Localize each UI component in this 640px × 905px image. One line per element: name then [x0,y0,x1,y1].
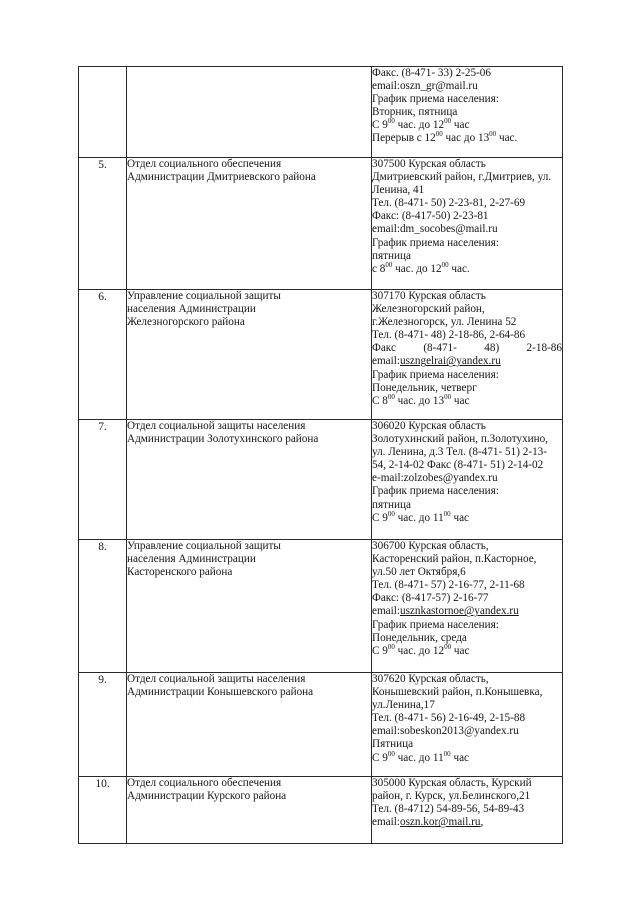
row-number: 8. [79,540,127,673]
table-row [79,420,563,540]
email-link[interactable]: uszngelrai@yandex.ru [399,355,501,368]
contact-info [372,67,563,158]
table-row [79,673,563,777]
schedule-hours: С $9^{00}$ час. до $11^{00}$ час [372,509,470,524]
contact-info: 307500 Курская область Дмитриевский район, г.Дмитриев, ул. Ленина, 41 Тел. (8-471- 50) 2-23-81, 2-27-69 Факс: (8-417-50) 2-23-81 email:dm_socobes@mail.ru График приема населения: пятница с $8^{00}$ час. до $12^{00}$ час. [372,158,563,290]
row-number: 6. [79,290,127,420]
schedule-heading: График приема населения: [372,236,499,249]
contact-info: 307620 Курская область, Конышевский район, п.Конышевка, ул.Ленина,17 Тел. (8-471- 56) 2-16-49, 2-15-88 email:sobeskon2013@yandex.ru Пятница С $9^{00}$ час. до $11^{00}$ час [372,673,563,777]
schedule-hours: с $8^{00}$ час. до $12^{00}$ час. [372,260,470,275]
schedule-heading: График приема населения: [372,93,499,106]
contact-info: 305000 Курская область, Курский район, г. Курск, ул.Белинского,21 Тел. (8-4712) 54-89-56, 54-89-43 email:oszn.kor@mail.ru, [372,777,563,844]
email-line: email:dm_socobes@mail.ru [372,223,498,236]
schedule-heading: График приема населения: [372,368,499,381]
schedule-heading: График приема населения: [372,618,499,631]
email-line: email:sobeskon2013@yandex.ru [372,725,519,738]
schedule-days: Понедельник, четверг [372,381,477,394]
organization-name: Управление социальной защиты населения Администрации Касторенского района [127,540,372,673]
row-number: 7. [79,420,127,540]
email-line: e-mail:zolzobes@yandex.ru [372,472,498,485]
schedule-days: пятница [372,249,411,262]
contact-info: 307170 Курская область Железногорский район, г.Железногорск, ул. Ленина 52 Тел. (8-471- 48) 2-18-86, 2-64-86 Факс (8-471- 48) 2-18-86 email:uszngelrai@yandex.ru График приема населения: Понедельник, четверг С $8^{00}$ час. до $13^{00}$ час [372,290,563,420]
organization-name [127,67,372,158]
email-line: email:usznkastornoe@yandex.ru [372,605,519,618]
schedule-days: пятница [372,498,411,511]
schedule-heading: График приема населения: [372,485,499,498]
schedule-days: Вторник, пятница [372,106,458,119]
email-link[interactable]: oszn.kor@mail.ru [399,816,481,829]
email-line: email:oszn.kor@mail.ru, [372,816,484,829]
schedule-hours: С $9^{00}$ час. до $11^{00}$ час [372,749,470,764]
schedule-hours: С $8^{00}$ час. до $13^{00}$ час [372,392,470,407]
fax-line: Факс (8-471- 48) 2-18-86 [372,342,562,355]
schedule-hours: С $9^{00}$ час. до $12^{00}$ час [372,117,470,132]
row-number [79,67,127,158]
organization-name: Отдел социального обеспечения Администрации Дмитриевского района [127,158,372,290]
schedule-days: Понедельник, среда [372,631,467,644]
organization-name: Отдел социального обеспечения Администрации Курского района [127,777,372,844]
schedule-days: Пятница [372,738,414,751]
contacts-table [78,66,563,844]
row-number: 5. [79,158,127,290]
email-line: email:oszn_gr@mail.ru [372,80,478,93]
table-row [79,777,563,844]
email-link[interactable]: usznkastornoe@yandex.ru [399,605,519,618]
table-row [79,290,563,420]
row-number: 10. [79,777,127,844]
organization-name: Управление социальной защиты населения Администрации Железногорского района [127,290,372,420]
table-row [79,158,563,290]
table-row [79,67,563,158]
contact-info: 306700 Курская область, Касторенский район, п.Касторное, ул.50 лет Октября,6 Тел. (8-471- 57) 2-16-77, 2-11-68 Факс: (8-417-57) 2-16-77 email:usznkastornoe@yandex.ru График приема населения: Понедельник, среда С $9^{00}$ час. до $12^{00}$ час [372,540,563,673]
row-number: 9. [79,673,127,777]
email-line: email:uszngelrai@yandex.ru [372,355,501,368]
schedule-break: Перерыв с $12^{00}$ час до $13^{00}$ час. [372,130,518,145]
schedule-hours: С $9^{00}$ час. до $12^{00}$ час [372,642,470,657]
organization-name: Отдел социальной защиты населения Администрации Конышевского района [127,673,372,777]
contact-line: Факс. (8-471- 33) 2-25-06 [372,67,491,79]
table-row [79,540,563,673]
organization-name: Отдел социальной защиты населения Администрации Золотухинского района [127,420,372,540]
contact-info: 306020 Курская область Золотухинский район, п.Золотухино, ул. Ленина, д.3 Тел. (8-471- 51) 2-13- 54, 2-14-02 Факс (8-471- 51) 2-14-02 e-mail:zolzobes@yandex.ru График приема населения: пятница С $9^{00}$ час. до $11^{00}$ час [372,420,563,540]
